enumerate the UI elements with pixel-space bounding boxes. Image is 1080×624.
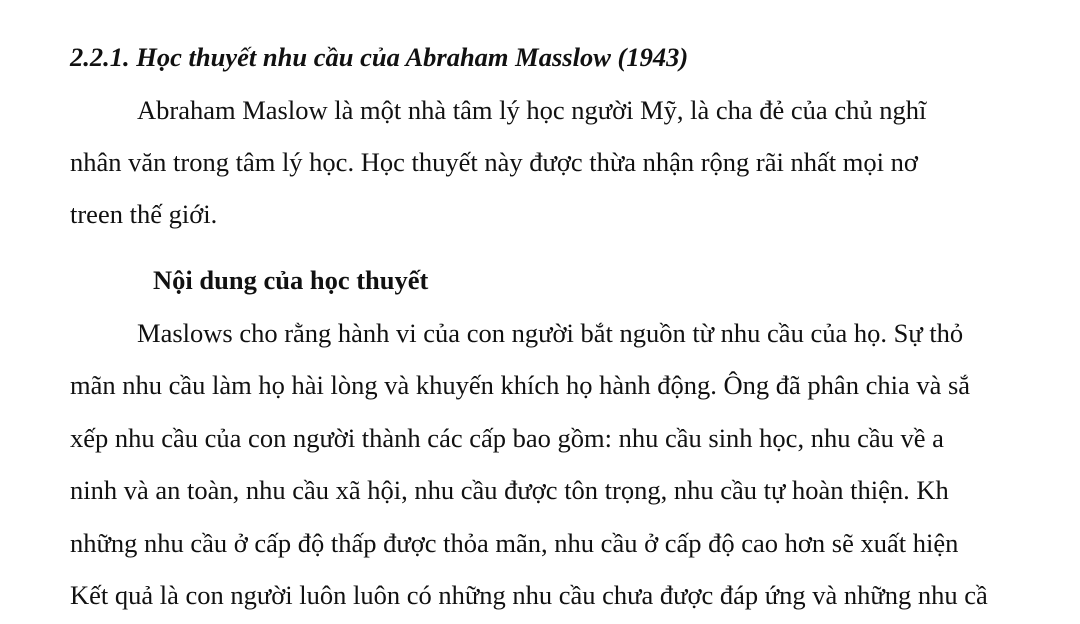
section-heading: 2.2.1. Học thuyết nhu cầu của Abraham Masslow (1943) — [70, 42, 689, 72]
intro-line-3: treen thế giới. — [70, 199, 218, 229]
body-line-6: Kết quả là con người luôn luôn có những nhu cầu chưa được đáp ứng và những nhu cầ — [70, 580, 988, 610]
body-line-5: những nhu cầu ở cấp độ thấp được thỏa mãn, nhu cầu ở cấp độ cao hơn sẽ xuất hiện — [70, 528, 959, 558]
body-line-4: ninh và an toàn, nhu cầu xã hội, nhu cầu được tôn trọng, nhu cầu tự hoàn thiện. Kh — [70, 475, 949, 505]
body-line-1: Maslows cho rằng hành vi của con người bắt nguồn từ nhu cầu của họ. Sự thỏ — [137, 318, 964, 348]
intro-line-1: Abraham Maslow là một nhà tâm lý học người Mỹ, là cha đẻ của chủ nghĩ — [137, 95, 927, 125]
subsection-heading: Nội dung của học thuyết — [153, 265, 429, 295]
body-line-2: mãn nhu cầu làm họ hài lòng và khuyến khích họ hành động. Ông đã phân chia và sắ — [70, 370, 971, 400]
intro-line-2: nhân văn trong tâm lý học. Học thuyết này được thừa nhận rộng rãi nhất mọi nơ — [70, 147, 918, 177]
body-line-3: xếp nhu cầu của con người thành các cấp bao gồm: nhu cầu sinh học, nhu cầu về a — [70, 423, 944, 453]
